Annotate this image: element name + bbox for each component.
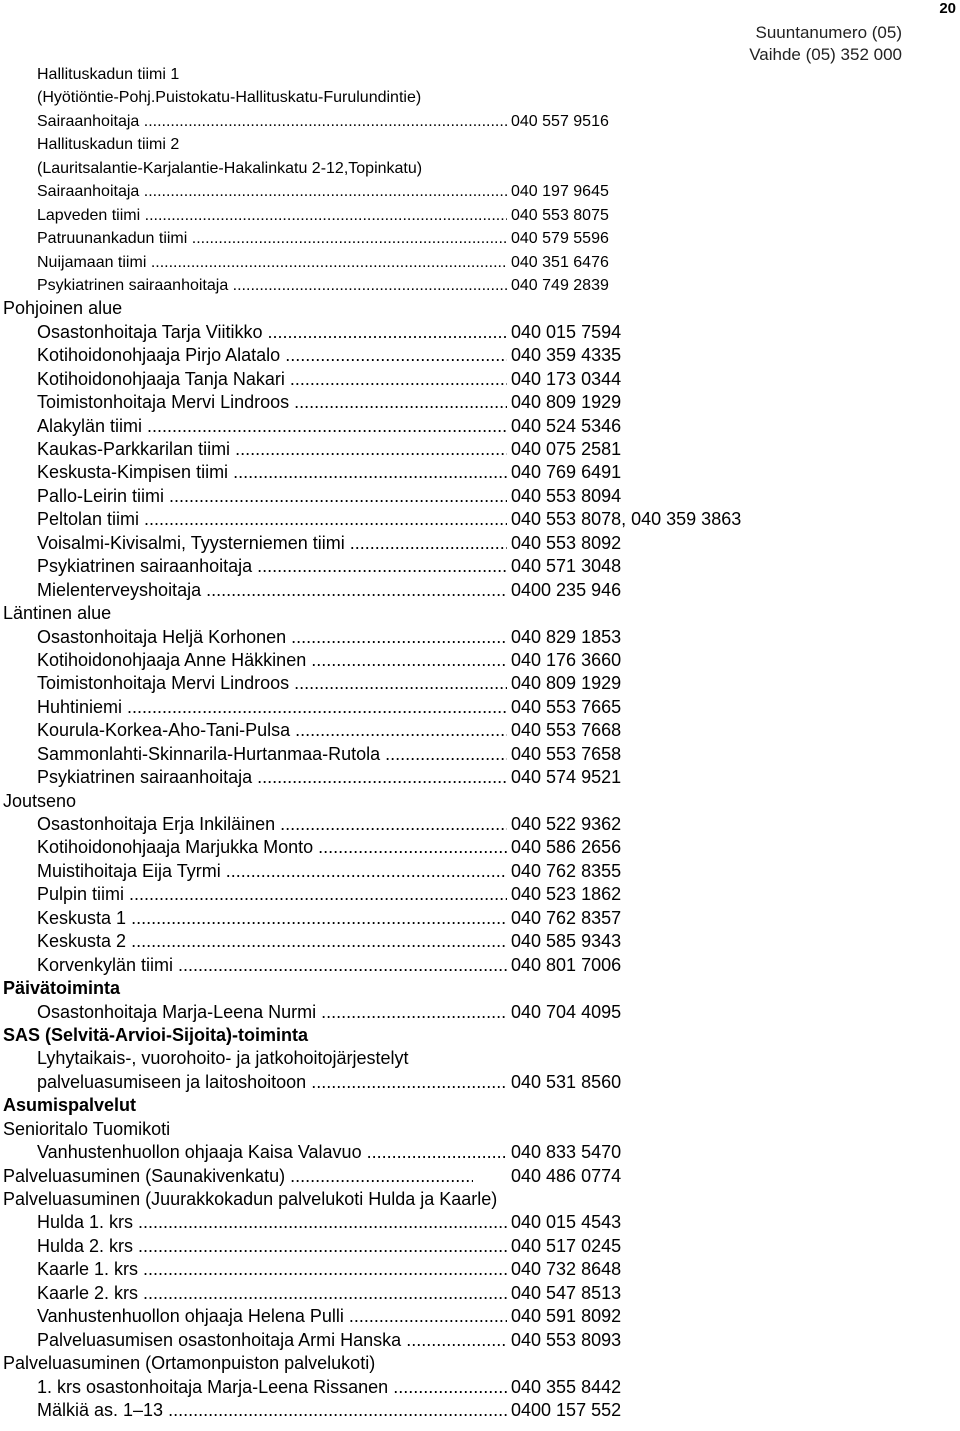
directory-entry — [0, 415, 960, 438]
directory-entry — [0, 1235, 960, 1258]
phone-number: 040 523 1862 — [508, 883, 621, 906]
entry-label: Kotihoidonohjaaja Pirjo Alatalo ..... — [37, 344, 507, 367]
entry-label: Keskusta 2 ..... — [37, 930, 507, 953]
contact-header — [749, 22, 902, 66]
directory-entry — [0, 508, 960, 531]
phone-number: 0400 235 946 — [508, 579, 621, 602]
phone-number: 040 522 9362 — [508, 813, 621, 836]
phone-number: 040 015 4543 — [508, 1211, 621, 1234]
phone-number: 040 553 8078, 040 359 3863 — [508, 508, 741, 531]
entry-label: Sairaanhoitaja ..... — [37, 180, 507, 203]
phone-number: 040 571 3048 — [508, 555, 621, 578]
directory-entry — [0, 1071, 960, 1094]
phone-number: 040 762 8357 — [508, 907, 621, 930]
phone-number: 040 801 7006 — [508, 954, 621, 977]
directory-entry — [0, 180, 960, 203]
entry-label: Osastonhoitaja Tarja Viitikko ..... — [37, 321, 507, 344]
phone-number: 040 586 2656 — [508, 836, 621, 859]
entry-label: Kaukas-Parkkarilan tiimi ..... — [37, 438, 507, 461]
directory-entry — [0, 626, 960, 649]
directory-entry — [0, 1376, 960, 1399]
phone-number: 040 531 8560 — [508, 1071, 621, 1094]
section-heading — [0, 1024, 960, 1047]
section-heading — [0, 602, 960, 625]
phone-number: 040 075 2581 — [508, 438, 621, 461]
directory-entry — [0, 579, 960, 602]
entry-label: Päivätoiminta — [3, 978, 121, 999]
directory-entry — [0, 485, 960, 508]
section-heading — [0, 297, 960, 320]
section-heading — [0, 790, 960, 813]
directory-entry — [0, 860, 960, 883]
directory-text — [0, 157, 960, 180]
directory-text — [0, 63, 960, 86]
directory-entry — [0, 555, 960, 578]
entry-label: Kaarle 1. krs ..... — [37, 1258, 507, 1281]
entry-label: Psykiatrinen sairaanhoitaja ..... — [37, 555, 507, 578]
directory-entry — [0, 836, 960, 859]
entry-label: Läntinen alue — [3, 603, 112, 624]
directory-entry — [0, 391, 960, 414]
entry-label: Psykiatrinen sairaanhoitaja ..... — [37, 274, 507, 297]
directory-entry — [0, 930, 960, 953]
entry-label: Keskusta 1 ..... — [37, 907, 507, 930]
entry-label: Mielenterveyshoitaja ..... — [37, 579, 507, 602]
phone-number: 040 553 7658 — [508, 743, 621, 766]
entry-label: Hallituskadun tiimi 2 — [37, 136, 180, 154]
phone-number: 040 762 8355 — [508, 860, 621, 883]
directory-entry — [0, 461, 960, 484]
phone-number: 040 809 1929 — [508, 391, 621, 414]
entry-label: Kotihoidonohjaaja Tanja Nakari ..... — [37, 368, 507, 391]
phone-number: 040 591 8092 — [508, 1305, 621, 1328]
entry-label: palveluasumiseen ja laitoshoitoon ..... — [37, 1071, 507, 1094]
phone-number: 040 553 7665 — [508, 696, 621, 719]
section-heading — [0, 1352, 960, 1375]
entry-label: Vanhustenhuollon ohjaaja Helena Pulli ..... — [37, 1305, 507, 1328]
directory-entry — [0, 274, 960, 297]
phone-number: 040 524 5346 — [508, 415, 621, 438]
directory-text — [0, 133, 960, 156]
entry-label: Nuijamaan tiimi ..... — [37, 251, 507, 274]
section-heading — [0, 1188, 960, 1211]
phone-number: 040 553 8093 — [508, 1329, 621, 1352]
entry-label: Sairaanhoitaja ..... — [37, 110, 507, 133]
directory-entry — [0, 368, 960, 391]
entry-label: Palveluasuminen (Saunakivenkatu) ..... — [3, 1165, 473, 1188]
directory-entry — [0, 1305, 960, 1328]
directory-entry — [0, 1211, 960, 1234]
directory-entry — [0, 883, 960, 906]
entry-label: Kotihoidonohjaaja Anne Häkkinen ..... — [37, 649, 507, 672]
directory-entry — [0, 204, 960, 227]
entry-label: Pulpin tiimi ..... — [37, 883, 507, 906]
phone-number: 040 579 5596 — [508, 227, 609, 250]
phone-number: 040 557 9516 — [508, 110, 609, 133]
phone-number: 040 553 7668 — [508, 719, 621, 742]
phone-number: 040 197 9645 — [508, 180, 609, 203]
page-number: 20 — [939, 0, 956, 17]
entry-label: Muistihoitaja Eija Tyrmi ..... — [37, 860, 507, 883]
entry-label: Hulda 1. krs ..... — [37, 1211, 507, 1234]
directory-entry — [0, 1001, 960, 1024]
directory-entry — [0, 1141, 960, 1164]
phone-number: 040 015 7594 — [508, 321, 621, 344]
directory-entry — [0, 438, 960, 461]
entry-label: Huhtiniemi ..... — [37, 696, 507, 719]
entry-label: Mälkiä as. 1–13 ..... — [37, 1399, 507, 1422]
entry-label: Senioritalo Tuomikoti — [3, 1118, 171, 1139]
entry-label: Kotihoidonohjaaja Marjukka Monto ..... — [37, 836, 507, 859]
directory-entry — [0, 907, 960, 930]
entry-label: Keskusta-Kimpisen tiimi ..... — [37, 461, 507, 484]
area-code: Suuntanumero (05) — [755, 23, 902, 42]
entry-label: Kourula-Korkea-Aho-Tani-Pulsa ..... — [37, 719, 507, 742]
directory-entry — [0, 672, 960, 695]
entry-label: Palveluasuminen (Juurakkokadun palvelukoti Hulda ja Kaarle) — [3, 1189, 498, 1209]
phone-number: 040 809 1929 — [508, 672, 621, 695]
directory-entry — [0, 719, 960, 742]
phone-number: 040 553 8092 — [508, 532, 621, 555]
phone-number: 040 355 8442 — [508, 1376, 621, 1399]
directory-entry — [0, 321, 960, 344]
phone-number: 040 553 8075 — [508, 204, 609, 227]
directory-entry — [0, 251, 960, 274]
entry-label: 1. krs osastonhoitaja Marja-Leena Rissanen ..... — [37, 1376, 507, 1399]
entry-label: Palveluasumisen osastonhoitaja Armi Hanska ..... — [37, 1329, 507, 1352]
phone-number: 040 732 8648 — [508, 1258, 621, 1281]
entry-label: Korvenkylän tiimi ..... — [37, 954, 507, 977]
section-heading — [0, 1094, 960, 1117]
entry-label: Hallituskadun tiimi 1 — [37, 66, 180, 83]
directory-list — [0, 63, 960, 1422]
entry-label: Hulda 2. krs ..... — [37, 1235, 507, 1258]
entry-label: Psykiatrinen sairaanhoitaja ..... — [37, 766, 507, 789]
directory-entry — [0, 532, 960, 555]
phone-number: 040 585 9343 — [508, 930, 621, 953]
phone-number: 040 704 4095 — [508, 1001, 621, 1024]
entry-label: Vanhustenhuollon ohjaaja Kaisa Valavuo ..... — [37, 1141, 507, 1164]
entry-label: Pallo-Leirin tiimi ..... — [37, 485, 507, 508]
phone-number: 040 351 6476 — [508, 251, 609, 274]
phone-number: 040 769 6491 — [508, 461, 621, 484]
directory-entry — [0, 227, 960, 250]
entry-label: (Hyötiöntie-Pohj.Puistokatu-Hallituskatu-Furulundintie) — [37, 89, 422, 107]
entry-label: Pohjoinen alue — [3, 298, 123, 319]
directory-entry — [0, 1329, 960, 1352]
directory-entry — [0, 649, 960, 672]
directory-entry — [0, 696, 960, 719]
phone-number: 040 486 0774 — [508, 1165, 621, 1188]
phone-number: 040 553 8094 — [508, 485, 621, 508]
entry-label: Toimistonhoitaja Mervi Lindroos ..... — [37, 391, 507, 414]
section-heading — [0, 977, 960, 1000]
entry-label: Patruunankadun tiimi ..... — [37, 227, 507, 250]
entry-label: Kaarle 2. krs ..... — [37, 1282, 507, 1305]
directory-entry — [0, 813, 960, 836]
phone-number: 040 829 1853 — [508, 626, 621, 649]
phone-number: 040 173 0344 — [508, 368, 621, 391]
entry-label: Alakylän tiimi ..... — [37, 415, 507, 438]
phone-number: 0400 157 552 — [508, 1399, 621, 1422]
directory-entry — [0, 110, 960, 133]
directory-text — [0, 86, 960, 109]
entry-label: (Lauritsalantie-Karjalantie-Hakalinkatu 2-12,Topinkatu) — [37, 159, 423, 177]
directory-text — [0, 1047, 960, 1070]
switchboard-number: Vaihde (05) 352 000 — [749, 45, 902, 64]
directory-entry — [0, 766, 960, 789]
directory-entry — [0, 1282, 960, 1305]
entry-label: Osastonhoitaja Erja Inkiläinen ..... — [37, 813, 507, 836]
phone-number: 040 749 2839 — [508, 274, 609, 297]
entry-label: Toimistonhoitaja Mervi Lindroos ..... — [37, 672, 507, 695]
entry-label: Osastonhoitaja Heljä Korhonen ..... — [37, 626, 507, 649]
directory-entry — [0, 743, 960, 766]
phone-number: 040 574 9521 — [508, 766, 621, 789]
directory-entry — [0, 954, 960, 977]
directory-entry — [0, 1399, 960, 1422]
phone-number: 040 517 0245 — [508, 1235, 621, 1258]
entry-label: SAS (Selvitä-Arvioi-Sijoita)-toiminta — [3, 1024, 309, 1045]
entry-label: Osastonhoitaja Marja-Leena Nurmi ..... — [37, 1001, 507, 1024]
section-heading — [0, 1118, 960, 1141]
entry-label: Joutseno — [3, 790, 77, 811]
phone-number: 040 547 8513 — [508, 1282, 621, 1305]
entry-label: Lapveden tiimi ..... — [37, 204, 507, 227]
phone-number: 040 359 4335 — [508, 344, 621, 367]
directory-entry — [0, 1258, 960, 1281]
directory-entry — [0, 344, 960, 367]
entry-label: Voisalmi-Kivisalmi, Tyysterniemen tiimi ..... — [37, 532, 507, 555]
entry-label: Asumispalvelut — [3, 1095, 137, 1116]
phone-number: 040 833 5470 — [508, 1141, 621, 1164]
entry-label: Lyhytaikais-, vuorohoito- ja jatkohoitojärjestelyt — [37, 1048, 409, 1069]
entry-label: Palveluasuminen (Ortamonpuiston palvelukoti) — [3, 1353, 376, 1374]
entry-label: Sammonlahti-Skinnarila-Hurtanmaa-Rutola ..... — [37, 743, 507, 766]
section-heading — [0, 1165, 960, 1188]
phone-number: 040 176 3660 — [508, 649, 621, 672]
entry-label: Peltolan tiimi ..... — [37, 508, 507, 531]
